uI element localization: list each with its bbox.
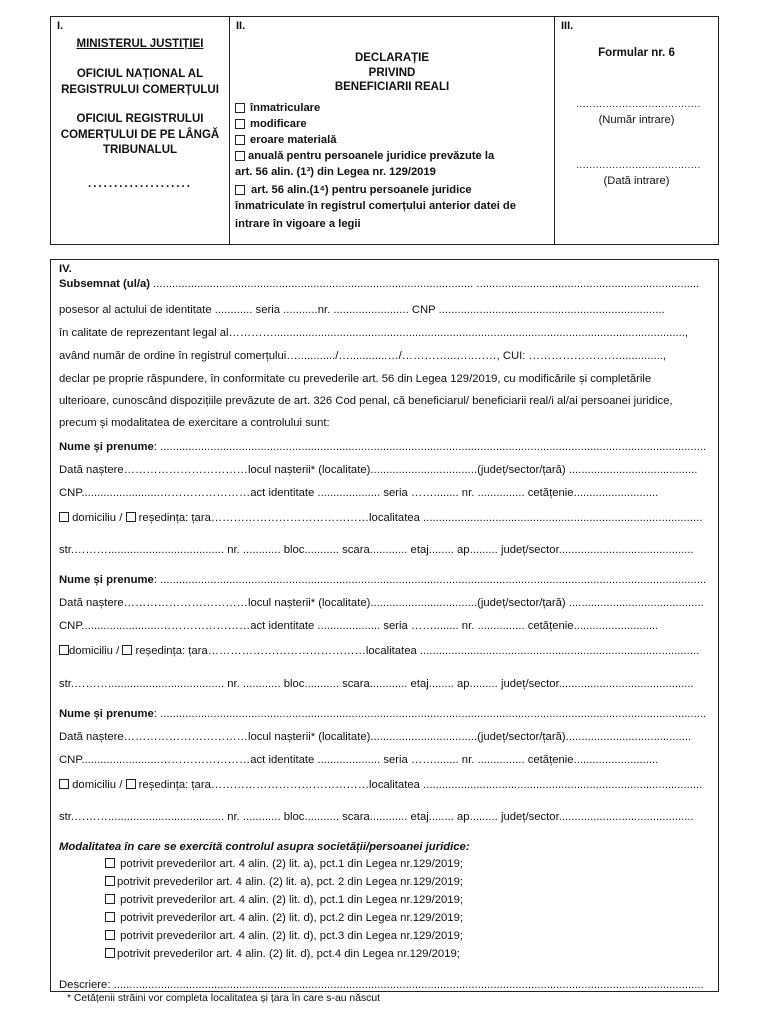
- option-art56-continued-1: înmatriculate în registrul comerțului anterior datei de: [235, 200, 516, 212]
- person-1-address-line[interactable]: domiciliu / reședința: țara……………………………………localitatea .........................................................................................: [59, 511, 710, 525]
- checkbox-control-method[interactable]: [105, 894, 115, 904]
- section-number-ii: II.: [236, 20, 246, 32]
- declaration-type-options: [235, 101, 550, 235]
- footnote: * Cetățenii străini vor completa localitatea și țara în care s-au născut: [67, 993, 381, 1004]
- person-2-address-line[interactable]: domiciliu / reședința: țara……………………………………localitatea .........................................................................................: [59, 644, 710, 658]
- person-1-cnp-line[interactable]: CNP.........................……………………act identitate .................... seria ……........ nr. ............... cetățenie...........................: [59, 487, 659, 499]
- form-number: Formular nr. 6: [598, 47, 675, 59]
- entry-date-label: (Dată intrare): [603, 175, 670, 187]
- person-1-birth-line[interactable]: Dată naștere……………………………locul nașterii* (localitate)..................................(județ/sector/țară) .........................................: [59, 464, 698, 476]
- control-method-title: Modalitatea în care se exercită controlul asupra societății/persoanei juridice:: [59, 841, 470, 853]
- person-3-street-line[interactable]: str.………..................................... nr. ............ bloc........... scara............ etaj........ ap......... județ/sector...........................................: [59, 811, 694, 823]
- header-table: [50, 16, 719, 245]
- option-modificare: modificare: [235, 117, 550, 133]
- checkbox-inmatriculare[interactable]: [235, 103, 245, 113]
- declaration-text-line-2: ulterioare, cunoscând dispozițiile prevăzute de art. 326 Cod penal, că beneficiarul/ beneficiarii real/i al/ai persoanei juridice,: [59, 395, 673, 407]
- person-name-label: Nume și prenume: [59, 708, 154, 720]
- checkbox-control-method[interactable]: [105, 948, 115, 958]
- legal-representative-line[interactable]: în calitate de reprezentant legal al…………...................................................................................................................................,: [59, 327, 689, 339]
- section-iv: [50, 259, 719, 992]
- control-method-option-2[interactable]: potrivit prevederilor art. 4 alin. (2) lit. a), pct. 2 din Legea nr.129/2019;: [105, 875, 463, 889]
- option-anuala: anuală pentru persoanele juridice prevăzute la: [235, 149, 550, 165]
- entry-number-field[interactable]: ......................................: [576, 99, 701, 110]
- registration-number-line[interactable]: având număr de ordine în registrul comerțului…............/…............…/…………...…..……, CUI: ……………………..............,: [59, 350, 667, 362]
- checkbox-anuala[interactable]: [235, 151, 245, 161]
- person-1-name-line[interactable]: [59, 440, 710, 454]
- person-name-label: Nume și prenume: [59, 441, 154, 453]
- section-number-iv: IV.: [59, 263, 72, 275]
- person-2-street-line[interactable]: str.………..................................... nr. ............ bloc........... scara............ etaj........ ap......... județ/sector...........................................: [59, 678, 694, 690]
- subsemnat-line[interactable]: [59, 277, 710, 291]
- control-method-option-4[interactable]: potrivit prevederilor art. 4 alin. (2) lit. d), pct.2 din Legea nr.129/2019;: [105, 911, 463, 925]
- identity-document-line[interactable]: posesor al actului de identitate ............ seria ...........nr. ........................ CNP ........................................................................: [59, 304, 665, 316]
- person-1-street-line[interactable]: str.………..................................... nr. ............ bloc........... scara............ etaj........ ap......... județ/sector...........................................: [59, 544, 694, 556]
- subsemnat-field[interactable]: ...................................................................................................... .......................................................................: [150, 278, 700, 290]
- person-3-address-line[interactable]: domiciliu / reședința: țara……………………………………localitatea .........................................................................................: [59, 778, 710, 792]
- person-3-name-line[interactable]: [59, 707, 710, 721]
- section-number-iii: III.: [561, 20, 574, 32]
- person-name-field[interactable]: : ..............................................................................................................................................................................: [153, 574, 707, 586]
- entry-date-field[interactable]: ......................................: [576, 160, 701, 171]
- checkbox-resedinta[interactable]: [122, 645, 132, 655]
- option-eroare-materiala: eroare materială: [235, 133, 550, 149]
- checkbox-resedinta[interactable]: [126, 779, 136, 789]
- checkbox-domiciliu[interactable]: [59, 779, 69, 789]
- person-name-field[interactable]: : ..............................................................................................................................................................................: [153, 441, 707, 453]
- person-3-cnp-line[interactable]: CNP.........................……………………act identitate .................... seria ……........ nr. ............... cetățenie...........................: [59, 754, 659, 766]
- checkbox-domiciliu[interactable]: [59, 512, 69, 522]
- option-inmatriculare: înmatriculare: [235, 101, 550, 117]
- ministry-name: MINISTERUL JUSTIȚIEI: [76, 38, 204, 50]
- description-line[interactable]: Descriere: ............................................................................................................................................................................................: [59, 979, 704, 991]
- checkbox-control-method[interactable]: [105, 912, 115, 922]
- checkbox-control-method[interactable]: [105, 930, 115, 940]
- onrc-name: OFICIUL NAȚIONAL AL REGISTRULUI COMERȚULUI: [61, 68, 219, 96]
- option-art56-continued-2: intrare în vigoare a legii: [235, 218, 361, 230]
- subsemnat-label: Subsemnat (ul/a): [59, 278, 151, 290]
- header-col-registration: [555, 17, 718, 244]
- control-method-option-1[interactable]: potrivit prevederilor art. 4 alin. (2) lit. a), pct.1 din Legea nr.129/2019;: [105, 857, 463, 871]
- option-art56: art. 56 alin.(1⁴) pentru persoanele juridice: [235, 183, 550, 199]
- checkbox-resedinta[interactable]: [126, 512, 136, 522]
- entry-number-label: (Număr intrare): [598, 114, 675, 126]
- header-col-declaration-type: [230, 17, 555, 244]
- control-method-option-3[interactable]: potrivit prevederilor art. 4 alin. (2) lit. d), pct.1 din Legea nr.129/2019;: [105, 893, 463, 907]
- person-name-field[interactable]: : ..............................................................................................................................................................................: [153, 708, 707, 720]
- declaration-text-line-1: declar pe proprie răspundere, în conformitate cu prevederile art. 56 din Legea 129/2019, cu modificările și completările: [59, 373, 652, 385]
- person-name-label: Nume și prenume: [59, 574, 154, 586]
- checkbox-domiciliu[interactable]: [59, 645, 69, 655]
- control-method-option-5[interactable]: potrivit prevederilor art. 4 alin. (2) lit. d), pct.3 din Legea nr.129/2019;: [105, 929, 463, 943]
- declaration-title: DECLARAȚIE PRIVIND BENEFICIARII REALI: [334, 52, 450, 94]
- checkbox-art56[interactable]: [235, 185, 245, 195]
- tribunal-field[interactable]: ....................: [88, 178, 192, 190]
- person-2-name-line[interactable]: [59, 573, 710, 587]
- person-2-cnp-line[interactable]: CNP.........................……………………act identitate .................... seria ……........ nr. ............... cetățenie...........................: [59, 620, 659, 632]
- header-col-institution: [51, 17, 230, 244]
- checkbox-modificare[interactable]: [235, 119, 245, 129]
- orc-name: OFICIUL REGISTRULUI COMERȚULUI DE PE LÂNGĂ TRIBUNALUL: [60, 113, 220, 157]
- person-3-birth-line[interactable]: Dată naștere……………………………locul nașterii* (localitate)..................................(județ/sector/țară)........................................: [59, 731, 692, 743]
- declaration-text-line-3: precum și modalitatea de exercitare a controlului sunt:: [59, 417, 330, 429]
- checkbox-eroare-materiala[interactable]: [235, 135, 245, 145]
- person-2-birth-line[interactable]: Dată naștere……………………………locul nașterii* (localitate)..................................(județ/sector/țară) ...........................................: [59, 597, 704, 609]
- option-anuala-continued: art. 56 alin. (1³) din Legea nr. 129/2019: [235, 166, 436, 178]
- control-method-option-6[interactable]: potrivit prevederilor art. 4 alin. (2) lit. d), pct.4 din Legea nr.129/2019;: [105, 947, 460, 961]
- checkbox-control-method[interactable]: [105, 858, 115, 868]
- checkbox-control-method[interactable]: [105, 876, 115, 886]
- section-number-i: I.: [57, 20, 64, 32]
